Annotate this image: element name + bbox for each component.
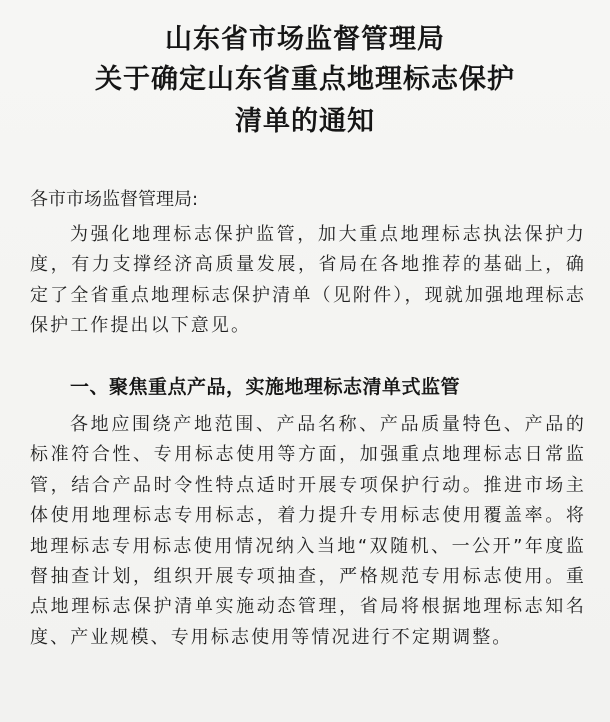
document-title-line-3: 清单的通知 — [235, 106, 375, 137]
document-title-line-1: 山东省市场监督管理局 — [165, 24, 445, 55]
section-1-heading: 一、聚焦重点产品，实施地理标志清单式监管 — [70, 376, 461, 398]
body-paragraph-1: 为强化地理标志保护监管，加大重点地理标志执法保护力度，有力支撑经济高质量发展，省局在各地推荐的基础上，确定了全省重点地理标志保护清单（见附件），现就加强地理标志保护工作提出以下意见。 — [30, 224, 586, 337]
body-paragraph-2: 各地应围绕产地范围、产品名称、产品质量特色、产品的标准符合性、专用标志使用等方面，加强重点地理标志日常监管，结合产品时令性特点适时开展专项保护行动。推进市场主体使用地理标志专用标志，着力提升专用标志使用覆盖率。将地理标志专用标志使用情况纳入当地“双随机、一公开”年度监督抽查计划，组织开展专项抽查，严格规范专用标志使用。重点地理标志保护清单实施动态管理，省局将根据地理标志知名度、产业规模、专用标志使用等情况进行不定期调整。 — [30, 414, 586, 648]
salutation: 各市市场监督管理局: — [30, 189, 199, 210]
document-title-line-2: 关于确定山东省重点地理标志保护 — [95, 64, 515, 95]
